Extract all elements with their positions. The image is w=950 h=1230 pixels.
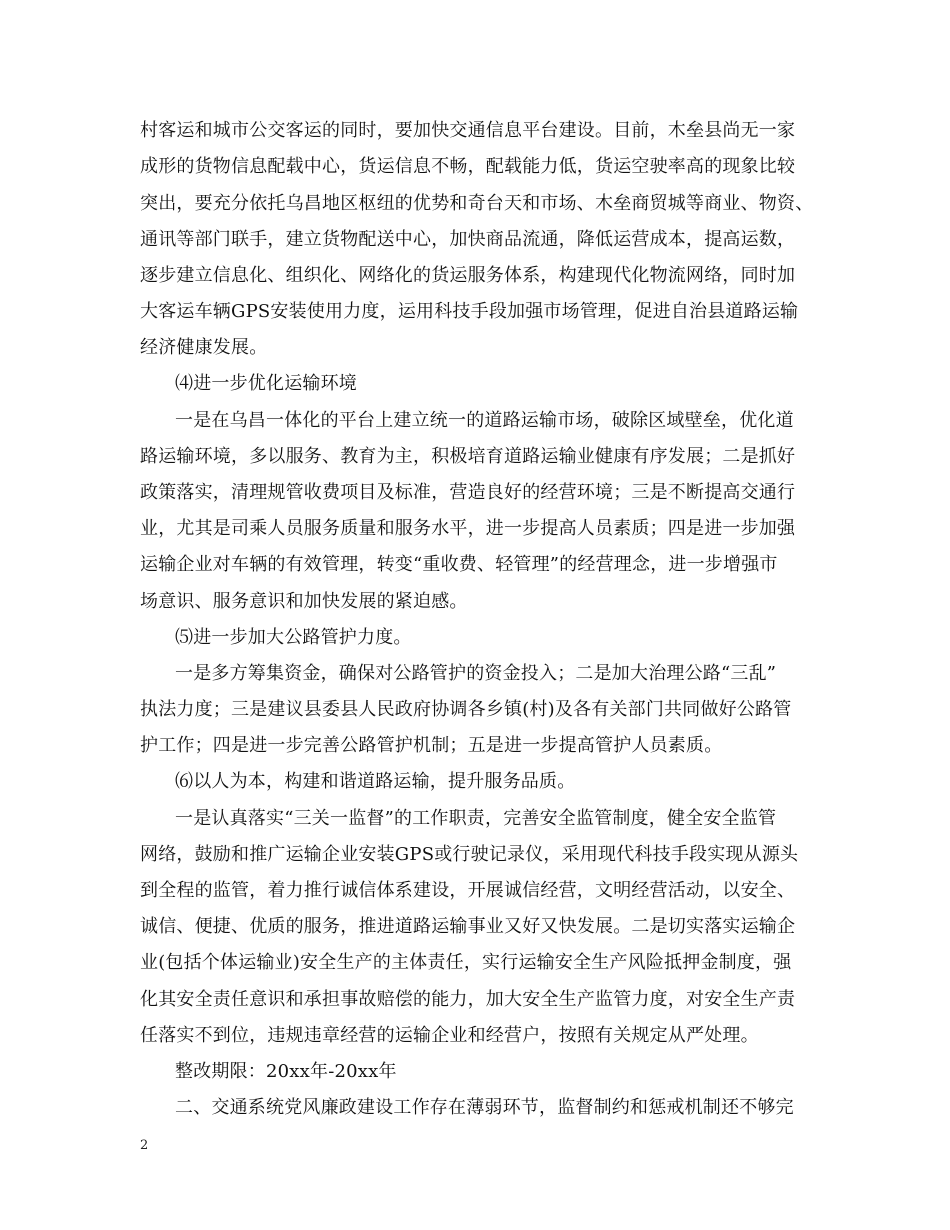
text-line-12: 业，尤其是司乘人员服务质量和服务水平，进一步提高人员素质；四是进一步加强 [140, 518, 796, 539]
text-line-21: 网络，鼓励和推广运输企业安装GPS或行驶记录仪，采用现代科技手段实现从源头 [140, 844, 799, 865]
text-line-3: 突出，要充分依托乌昌地区枢纽的优势和奇台天和市场、木垒商贸城等商业、物资、 [140, 193, 814, 214]
text-line-26: 任落实不到位，违规违章经营的运输企业和经营户，按照有关规定从严处理。 [140, 1025, 759, 1046]
text-line-24: 业(包括个体运输业)安全生产的主体责任，实行运输安全生产风险抵押金制度，强 [140, 952, 792, 973]
rectification-deadline: 整改期限：20xx年-20xx年 [175, 1061, 397, 1082]
text-line-5: 逐步建立信息化、组织化、网络化的货运服务体系，构建现代化物流网络，同时加 [140, 265, 796, 286]
section-heading-2: 二、交通系统党风廉政建设工作存在薄弱环节，监督制约和惩戒机制还不够完 [175, 1097, 794, 1118]
text-line-6: 大客运车辆GPS安装使用力度，运用科技手段加强市场管理，促进自治县道路运输 [140, 301, 799, 322]
section-heading-4: ⑷进一步优化运输环境 [175, 373, 357, 394]
text-line-2: 成形的货物信息配载中心，货运信息不畅，配载能力低，货运空驶率高的现象比较 [140, 156, 796, 177]
text-line-14: 场意识、服务意识和加快发展的紧迫感。 [140, 591, 468, 612]
text-line-25: 化其安全责任意识和承担事故赔偿的能力，加大安全生产监管力度，对安全生产责 [140, 989, 796, 1010]
text-line-4: 通讯等部门联手，建立货物配送中心，加快商品流通，降低运营成本，提高运数， [140, 229, 796, 250]
text-line-18: 护工作；四是进一步完善公路管护机制；五是进一步提高管护人员素质。 [140, 735, 723, 756]
text-line-1: 村客运和城市公交客运的同时，要加快交通信息平台建设。目前，木垒县尚无一家 [140, 120, 796, 141]
text-line-13: 运输企业对车辆的有效管理，转变“重收费、轻管理”的经营理念，进一步增强市 [140, 554, 778, 575]
text-line-10: 路运输环境，多以服务、教育为主，积极培育道路运输业健康有序发展；二是抓好 [140, 446, 796, 467]
text-line-23: 诚信、便捷、优质的服务，推进道路运输事业又好又快发展。二是切实落实运输企 [140, 916, 796, 937]
paragraph-first-line: 一是多方筹集资金，确保对公路管护的资金投入；二是加大治理公路“三乱” [175, 663, 777, 684]
page-number: 2 [140, 1138, 149, 1153]
text-line-11: 政策落实，清理规管收费项目及标准，营造良好的经营环境；三是不断提高交通行 [140, 482, 796, 503]
section-heading-5: ⑸进一步加大公路管护力度。 [175, 627, 412, 648]
text-line-22: 到全程的监管，着力推行诚信体系建设，开展诚信经营，文明经营活动，以安全、 [140, 880, 796, 901]
text-line-17: 执法力度；三是建议县委县人民政府协调各乡镇(村)及各有关部门共同做好公路管 [140, 699, 792, 720]
section-heading-6: ⑹以人为本，构建和谐道路运输，提升服务品质。 [175, 771, 576, 792]
paragraph-first-line: 一是在乌昌一体化的平台上建立统一的道路运输市场，破除区域壁垒，优化道 [175, 410, 794, 431]
text-line-7: 经济健康发展。 [140, 337, 268, 358]
paragraph-first-line: 一是认真落实“三关一监督”的工作职责，完善安全监管制度，健全安全监管 [175, 808, 777, 829]
